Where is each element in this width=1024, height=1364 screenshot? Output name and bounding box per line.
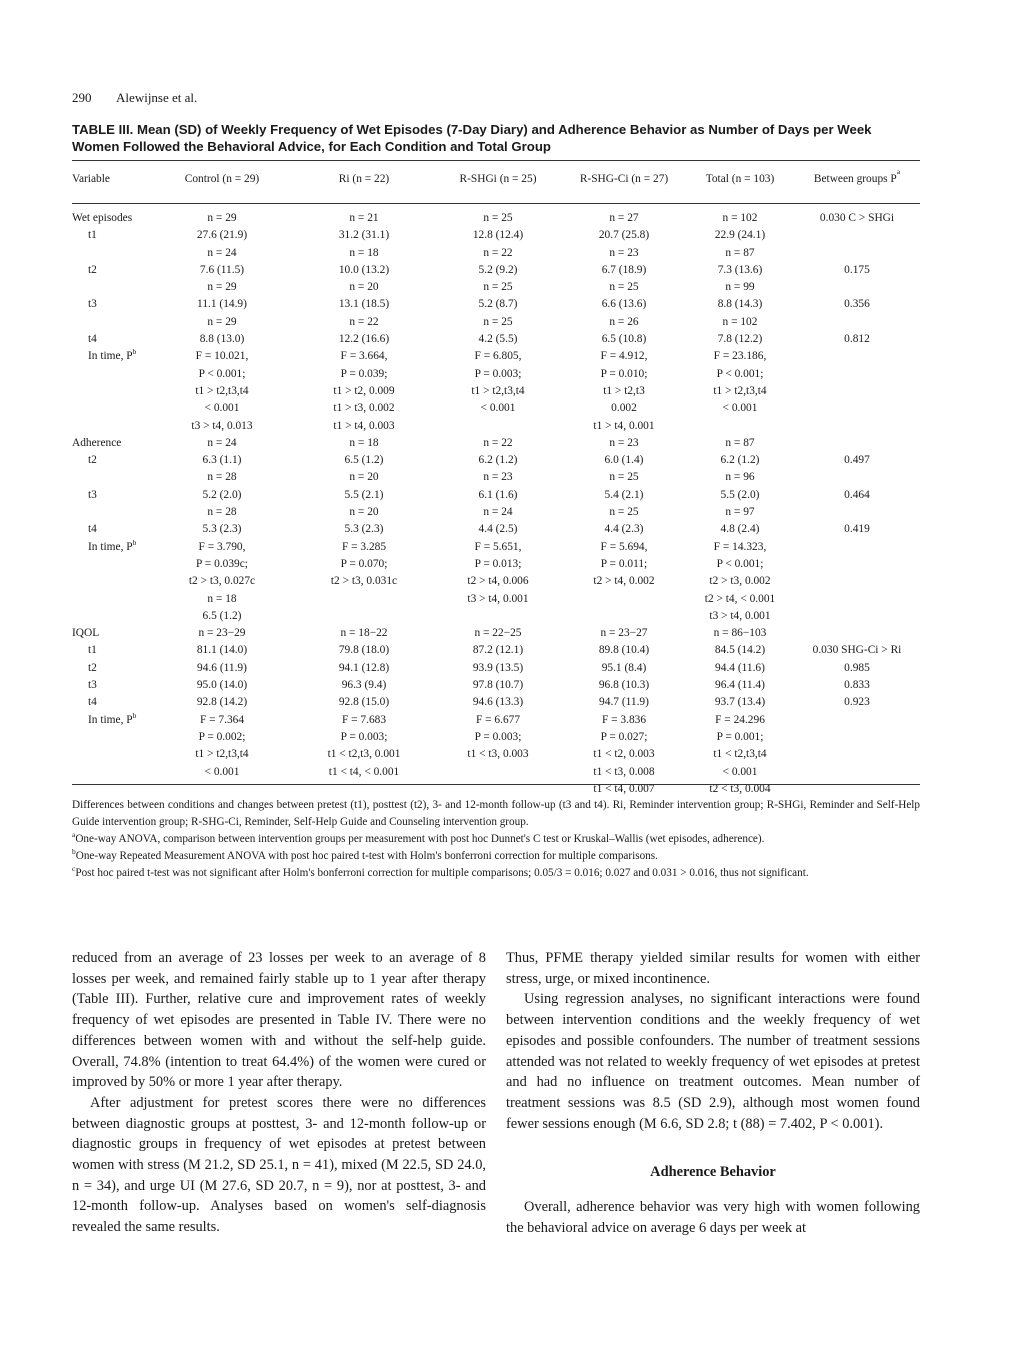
table-cell — [794, 539, 920, 556]
table-row — [72, 245, 920, 262]
table-cell: P = 0.039; — [340, 367, 388, 380]
variable-cell — [72, 383, 150, 400]
table-cell: 0.002 — [611, 402, 637, 415]
variable-cell — [72, 279, 150, 296]
table-cell: 8.8 (14.3) — [717, 298, 763, 311]
table-row — [72, 729, 920, 746]
table-cell: n = 22−25 — [474, 627, 522, 640]
table-cell: 5.5 (2.1) — [344, 488, 384, 501]
table-cell: F = 3.285 — [341, 540, 387, 553]
table-cell: n = 29 — [207, 281, 237, 294]
table-cell: 6.0 (1.4) — [604, 454, 644, 467]
table-cell: t1 < t4, < 0.001 — [328, 765, 400, 778]
table-cell — [794, 712, 920, 729]
variable-cell: t2 — [88, 454, 97, 467]
table-cell: n = 87 — [725, 246, 755, 259]
table-cell: n = 24 — [483, 506, 513, 519]
table-cell — [794, 729, 920, 746]
table-cell: 4.4 (2.3) — [604, 523, 644, 536]
table-cell — [794, 245, 920, 262]
table-cell: 6.5 (1.2) — [344, 454, 384, 467]
table-row — [72, 469, 920, 486]
table-cell: P < 0.001; — [716, 557, 764, 570]
table-cell — [794, 469, 920, 486]
table-cell: F = 14.323, — [713, 540, 767, 553]
table-cell: 0.030 SHG-Ci > Ri — [812, 644, 902, 657]
table-cell: F = 6.805, — [474, 350, 522, 363]
table-cell: < 0.001 — [480, 402, 516, 415]
table-cell: n = 18 — [349, 436, 379, 449]
table-cell: 6.2 (1.2) — [478, 454, 518, 467]
table-cell — [794, 746, 920, 763]
table-cell: t1 > t2,t3,t4 — [195, 384, 249, 397]
variable-cell — [72, 573, 150, 590]
table-cell: 96.8 (10.3) — [598, 679, 650, 692]
table-cell: 96.4 (11.4) — [715, 679, 765, 692]
table-cell: 6.7 (18.9) — [601, 263, 647, 276]
table-cell: t1 > t4, 0.001 — [593, 419, 655, 432]
table-cell: 27.6 (21.9) — [196, 229, 248, 242]
table-cell: 5.3 (2.3) — [202, 523, 242, 536]
table-cell: 0.356 — [844, 298, 870, 311]
table-cell: 92.8 (14.2) — [196, 696, 248, 709]
paragraph: Using regression analyses, no significant interactions were found between intervention conditions and the weekly frequency of wet episodes and possible confounders. The number of treatment sessions attended was not related to weekly frequency of wet episodes at pretest and had no influence on treatment outcomes. Mean number of treatment sessions was 8.5 (SD 2.9), although most women found fewer sessions enough (M 6.6, SD 2.8; t (88) = 7.402, P < 0.001). — [506, 991, 920, 1132]
table-row — [72, 608, 920, 625]
table-cell: 0.985 — [844, 661, 870, 674]
variable-cell — [72, 608, 150, 625]
table-cell: < 0.001 — [204, 402, 240, 415]
table-cell: n = 18 — [207, 592, 237, 605]
table-cell: t2 > t4, 0.002 — [593, 575, 655, 588]
table-cell: 0.497 — [844, 454, 870, 467]
table-cell: n = 25 — [609, 471, 639, 484]
column-header: Variable — [72, 173, 110, 185]
table-cell — [794, 348, 920, 365]
table-cell: n = 26 — [609, 315, 639, 328]
variable-cell — [72, 314, 150, 331]
table-cell: 6.6 (13.6) — [601, 298, 647, 311]
table-cell: n = 23 — [609, 246, 639, 259]
table-cell: n = 25 — [609, 281, 639, 294]
table-header-row — [72, 168, 920, 192]
results-table — [72, 168, 920, 798]
table-cell: 95.1 (8.4) — [601, 661, 647, 674]
table-cell: P = 0.011; — [600, 557, 648, 570]
table-cell: F = 5.651, — [474, 540, 522, 553]
table-cell: n = 24 — [207, 246, 237, 259]
table-cell: 97.8 (10.7) — [472, 679, 524, 692]
column-header: Ri (n = 22) — [338, 173, 390, 185]
variable-cell: t3 — [88, 298, 97, 311]
table-row — [72, 418, 920, 435]
table-cell: 7.3 (13.6) — [717, 263, 763, 276]
table-cell: 5.2 (2.0) — [202, 488, 242, 501]
table-cell — [434, 608, 562, 625]
table-cell: 81.1 (14.0) — [196, 644, 248, 657]
variable-cell: In time, $P^b$ — [88, 710, 137, 726]
table-cell: n = 21 — [349, 212, 379, 224]
variable-cell: t4 — [88, 523, 97, 536]
table-bottom-rule — [72, 784, 920, 785]
table-cell: n = 25 — [483, 315, 513, 328]
table-cell: n = 102 — [722, 315, 758, 328]
table-cell: n = 99 — [725, 281, 755, 294]
table-row — [72, 504, 920, 521]
table-cell — [794, 366, 920, 383]
table-cell: F = 7.364 — [199, 713, 245, 726]
table-cell: P = 0.003; — [474, 367, 522, 380]
footnote-c: $^c$Post hoc paired t-test was not significant after Holm's bonferroni correction for multiple comparisons; 0.05/3 = 0.016; 0.027 and 0.031 > 0.016, thus not significant. — [72, 864, 809, 879]
table-cell: t1 < t2,t3, 0.001 — [327, 748, 401, 761]
table-row — [72, 764, 920, 781]
table-cell: P = 0.039c; — [196, 557, 248, 570]
table-cell: F = 10.021, — [195, 350, 249, 363]
table-cell — [794, 556, 920, 573]
table-cell: 12.8 (12.4) — [472, 229, 524, 242]
table-cell: n = 22 — [349, 315, 379, 328]
table-cell: t2 > t3, 0.027c — [188, 575, 256, 588]
footnote-marker: a — [896, 167, 901, 176]
variable-cell — [72, 591, 150, 608]
table-cell: 22.9 (24.1) — [714, 229, 766, 242]
table-cell — [434, 764, 562, 781]
table-row — [72, 366, 920, 383]
table-cell: t1 > t2,t3,t4 — [471, 384, 525, 397]
table-cell: n = 23 — [483, 471, 513, 484]
table-cell: n = 102 — [722, 212, 758, 224]
table-cell — [794, 625, 920, 642]
table-cell: 13.1 (18.5) — [338, 298, 390, 311]
column-header: Control (n = 29) — [184, 173, 260, 185]
table-cell: P = 0.010; — [600, 367, 648, 380]
table-body — [72, 204, 920, 799]
table-cell: n = 25 — [483, 281, 513, 294]
table-cell: 94.6 (11.9) — [197, 661, 247, 674]
table-row — [72, 660, 920, 677]
table-row — [72, 314, 920, 331]
table-row — [72, 435, 920, 452]
table-cell: 11.1 (14.9) — [197, 298, 247, 311]
table-row — [72, 642, 920, 659]
table-cell: n = 28 — [207, 471, 237, 484]
table-cell: 5.2 (9.2) — [478, 263, 518, 276]
table-cell: 10.0 (13.2) — [338, 263, 390, 276]
table-cell: n = 24 — [207, 436, 237, 449]
table-cell: 79.8 (18.0) — [338, 644, 390, 657]
table-cell: 0.030 C > SHGi — [819, 212, 895, 224]
table-cell: 6.5 (10.8) — [601, 333, 647, 346]
paragraph: reduced from an average of 23 losses per week to an average of 8 losses per week, and remained fairly stable up to 1 year after therapy (Table III). Further, relative cure and improvement rates of weekly frequency of wet episodes are presented in Table IV. There were no differences between women with and without the self-help guide. Overall, 74.8% (intention to treat 64.4%) of the women were cured or improved by 50% or more 1 year after therapy. — [72, 950, 486, 1091]
table-cell — [794, 573, 920, 590]
table-cell — [294, 591, 434, 608]
table-cell: 6.3 (1.1) — [202, 454, 242, 467]
table-cell: 0.419 — [844, 523, 870, 536]
table-cell: 95.0 (14.0) — [196, 679, 248, 692]
table-cell — [794, 383, 920, 400]
table-cell: P = 0.001; — [716, 730, 764, 743]
table-cell: 84.5 (14.2) — [714, 644, 766, 657]
table-cell: F = 3.790, — [198, 540, 246, 553]
table-top-rule — [72, 160, 920, 161]
table-cell: P = 0.003; — [474, 730, 522, 743]
table-cell: < 0.001 — [204, 765, 240, 778]
variable-cell: t4 — [88, 333, 97, 346]
table-cell: n = 87 — [725, 436, 755, 449]
table-cell: t2 > t3, 0.002 — [709, 575, 771, 588]
table-cell: 0.175 — [844, 263, 870, 276]
table-cell: 0.464 — [844, 488, 870, 501]
variable-cell: Wet episodes — [72, 212, 133, 224]
table-row — [72, 573, 920, 590]
paragraph: After adjustment for pretest scores there were no differences between diagnostic groups at posttest, 3- and 12-month follow-up or diagnostic groups in frequency of wet episodes at pretest between women with stress (M 21.2, SD 25.1, n = 41), mixed (M 22.5, SD 24.0, n = 34), and urge UI (M 27.6, SD 20.7, n = 9), nor at posttest, 3- and 12-month follow-up. Analyses based on women's self-diagnosis revealed the same results. — [72, 1094, 486, 1236]
table-cell: n = 22 — [483, 436, 513, 449]
table-cell: 5.5 (2.0) — [720, 488, 760, 501]
column-header: R-SHGi (n = 25) — [459, 173, 537, 185]
table-cell: 96.3 (9.4) — [341, 679, 387, 692]
table-cell: t2 < t3, 0.004 — [709, 782, 771, 795]
variable-cell: t2 — [88, 661, 97, 674]
table-cell: P < 0.001; — [198, 367, 246, 380]
table-cell: t1 > t2,t3,t4 — [713, 384, 767, 397]
table-row — [72, 487, 920, 504]
variable-cell — [72, 764, 150, 781]
table-cell: 4.8 (2.4) — [720, 523, 760, 536]
table-cell: n = 96 — [725, 471, 755, 484]
table-cell: P = 0.003; — [340, 730, 388, 743]
body-column-right — [506, 948, 920, 1238]
table-cell: < 0.001 — [722, 765, 758, 778]
table-cell: n = 20 — [349, 281, 379, 294]
table-cell: P = 0.027; — [600, 730, 648, 743]
variable-cell: t4 — [88, 696, 97, 709]
table-cell: 0.923 — [844, 696, 870, 709]
table-cell: F = 24.296 — [715, 713, 765, 726]
table-cell: P = 0.013; — [474, 557, 522, 570]
table-cell: t1 > t3, 0.002 — [333, 402, 395, 415]
table-cell: n = 22 — [483, 246, 513, 259]
table-cell: t1 > t2,t3,t4 — [195, 748, 249, 761]
table-cell: F = 6.677 — [475, 713, 521, 726]
table-cell — [434, 418, 562, 435]
table-row — [72, 262, 920, 279]
table-cell: n = 18−22 — [340, 627, 388, 640]
table-row — [72, 539, 920, 556]
table-cell — [794, 504, 920, 521]
table-row — [72, 348, 920, 365]
table-cell: F = 5.694, — [600, 540, 648, 553]
variable-cell — [72, 504, 150, 521]
table-cell: 31.2 (31.1) — [338, 229, 390, 242]
table-row — [72, 746, 920, 763]
table-cell: P = 0.070; — [340, 557, 388, 570]
table-cell: F = 3.836 — [601, 713, 647, 726]
table-cell: 93.7 (13.4) — [714, 696, 766, 709]
table-cell: < 0.001 — [722, 402, 758, 415]
table-cell: n = 27 — [609, 212, 639, 224]
table-cell: n = 28 — [207, 506, 237, 519]
variable-cell — [72, 245, 150, 262]
table-cell — [794, 608, 920, 625]
table-row — [72, 625, 920, 642]
table-cell: 4.2 (5.5) — [478, 333, 518, 346]
table-row — [72, 591, 920, 608]
table-row — [72, 712, 920, 729]
page-number: 290 — [72, 90, 92, 105]
table-caption: TABLE III. Mean (SD) of Weekly Frequency of Wet Episodes (7-Day Diary) and Adherence Behavior as Number of Days per Week Women Followed the Behavioral Advice, for Each Condition and Total Group — [72, 122, 872, 154]
variable-cell — [72, 418, 150, 435]
variable-cell — [72, 400, 150, 417]
column-header: Total (n = 103) — [705, 173, 775, 185]
variable-cell: t3 — [88, 679, 97, 692]
table-cell — [686, 418, 794, 435]
variable-cell: t1 — [88, 644, 97, 657]
table-cell: t2 > t4, < 0.001 — [704, 592, 776, 605]
table-cell: n = 20 — [349, 506, 379, 519]
table-row — [72, 279, 920, 296]
table-cell — [794, 227, 920, 244]
footnote-a: $^a$One-way ANOVA, comparison between intervention groups per measurement with post hoc Dunnet's C test or Kruskal–Wallis (wet episodes, adherence). — [72, 830, 765, 845]
table-cell: 0.833 — [844, 679, 870, 692]
table-cell: t1 < t3, 0.003 — [467, 748, 529, 761]
table-cell: n = 86−103 — [713, 627, 767, 640]
table-cell — [794, 279, 920, 296]
table-row — [72, 331, 920, 348]
table-cell: F = 7.683 — [341, 713, 387, 726]
table-cell — [294, 608, 434, 625]
table-cell: 6.1 (1.6) — [478, 488, 518, 501]
table-cell: t2 > t3, 0.031c — [330, 575, 398, 588]
table-row — [72, 694, 920, 711]
table-cell: P < 0.001; — [716, 367, 764, 380]
table-row — [72, 227, 920, 244]
table-cell: 5.4 (2.1) — [604, 488, 644, 501]
table-cell: 87.2 (12.1) — [472, 644, 524, 657]
variable-cell: t3 — [88, 488, 97, 501]
table-cell: n = 97 — [725, 506, 755, 519]
table-cell: t3 > t4, 0.001 — [467, 592, 529, 605]
column-header: Between groups $P^a$ — [813, 167, 901, 185]
table-row — [72, 296, 920, 313]
table-cell: 7.6 (11.5) — [199, 263, 245, 276]
table-cell: 6.5 (1.2) — [202, 609, 242, 622]
table-cell: 20.7 (25.8) — [598, 229, 650, 242]
table-cell — [794, 435, 920, 452]
header-rule — [72, 192, 920, 204]
table-cell: 94.7 (11.9) — [599, 696, 649, 709]
table-cell: 8.8 (13.0) — [199, 333, 245, 346]
table-cell: 94.4 (11.6) — [715, 661, 765, 674]
table-cell: t1 < t4, 0.007 — [593, 782, 655, 795]
table-cell — [562, 608, 686, 625]
section-heading: Adherence Behavior — [650, 1164, 776, 1181]
variable-cell — [72, 366, 150, 383]
table-cell: t1 > t2, 0.009 — [333, 384, 395, 397]
table-cell: 5.3 (2.3) — [344, 523, 384, 536]
table-cell: 7.8 (12.2) — [717, 333, 763, 346]
table-cell: t1 > t4, 0.003 — [333, 419, 395, 432]
variable-cell — [72, 746, 150, 763]
table-cell: t3 > t4, 0.001 — [709, 609, 771, 622]
table-cell — [562, 591, 686, 608]
variable-cell: In time, $P^b$ — [88, 537, 137, 553]
table-cell: 6.2 (1.2) — [720, 454, 760, 467]
table-row — [72, 383, 920, 400]
table-cell: 0.812 — [844, 333, 870, 346]
table-cell: n = 25 — [483, 212, 513, 224]
table-cell: F = 4.912, — [600, 350, 648, 363]
table-cell: n = 29 — [207, 315, 237, 328]
table-cell: 4.4 (2.5) — [478, 523, 518, 536]
table-cell — [794, 400, 920, 417]
table-cell: t3 > t4, 0.013 — [191, 419, 253, 432]
table-cell — [794, 418, 920, 435]
running-head: Alewijnse et al. — [116, 90, 198, 105]
footnote-b: $^b$One-way Repeated Measurement ANOVA with post hoc paired t-test with Holm's bonferroni correction for multiple comparisons. — [72, 847, 658, 862]
table-cell: t1 < t3, 0.008 — [593, 765, 655, 778]
table-cell — [794, 591, 920, 608]
running-header — [72, 90, 197, 106]
table-cell: t1 < t2,t3,t4 — [713, 748, 767, 761]
table-row — [72, 400, 920, 417]
variable-cell: IQOL — [72, 627, 100, 640]
table-cell: 5.2 (8.7) — [478, 298, 518, 311]
table-footnotes — [72, 797, 920, 882]
table-cell: t1 < t2, 0.003 — [593, 748, 655, 761]
variable-cell — [72, 469, 150, 486]
table-cell: n = 29 — [207, 212, 237, 224]
table-row — [72, 452, 920, 469]
table-cell: n = 18 — [349, 246, 379, 259]
table-cell: n = 20 — [349, 471, 379, 484]
table-cell: F = 3.664, — [340, 350, 388, 363]
paragraph: Thus, PFME therapy yielded similar results for women with either stress, urge, or mixed incontinence. — [506, 950, 920, 987]
table-row — [72, 556, 920, 573]
table-cell: t1 > t2,t3 — [603, 384, 645, 397]
column-header: R-SHG-Ci (n = 27) — [579, 173, 669, 185]
table-row — [72, 210, 920, 227]
table-row — [72, 677, 920, 694]
table-cell: t2 > t4, 0.006 — [467, 575, 529, 588]
body-column-left — [72, 948, 486, 1238]
variable-cell: Adherence — [72, 436, 122, 449]
table-cell: n = 23−27 — [600, 627, 648, 640]
variable-cell: t1 — [88, 229, 97, 242]
table-cell: n = 23 — [609, 436, 639, 449]
table-cell: 92.8 (15.0) — [338, 696, 390, 709]
table-cell: 12.2 (16.6) — [338, 333, 390, 346]
table-cell — [794, 764, 920, 781]
table-cell: 89.8 (10.4) — [598, 644, 650, 657]
footnote-main: Differences between conditions and changes between pretest (t1), posttest (t2), 3- and 12-month follow-up (t3 and t4). Ri, Reminder intervention group; R-SHGi, Reminder and Self-Help Guide intervention group; R-SHG-Ci, Reminder, Self-Help Guide and Counseling intervention group. — [72, 799, 920, 828]
table-cell: n = 23−29 — [198, 627, 246, 640]
variable-cell — [72, 556, 150, 573]
table-cell: 94.6 (13.3) — [472, 696, 524, 709]
variable-cell: t2 — [88, 263, 97, 276]
table-cell: F = 23.186, — [713, 350, 767, 363]
table-cell — [794, 314, 920, 331]
table-cell: 94.1 (12.8) — [338, 661, 390, 674]
table-cell: P = 0.002; — [198, 730, 246, 743]
variable-cell — [72, 729, 150, 746]
table-row — [72, 521, 920, 538]
paragraph: Overall, adherence behavior was very high with women following the behavioral advice on average 6 days per week at — [506, 1199, 920, 1236]
table-cell: 93.9 (13.5) — [472, 661, 524, 674]
variable-cell: In time, $P^b$ — [88, 347, 137, 363]
table-cell: n = 25 — [609, 506, 639, 519]
